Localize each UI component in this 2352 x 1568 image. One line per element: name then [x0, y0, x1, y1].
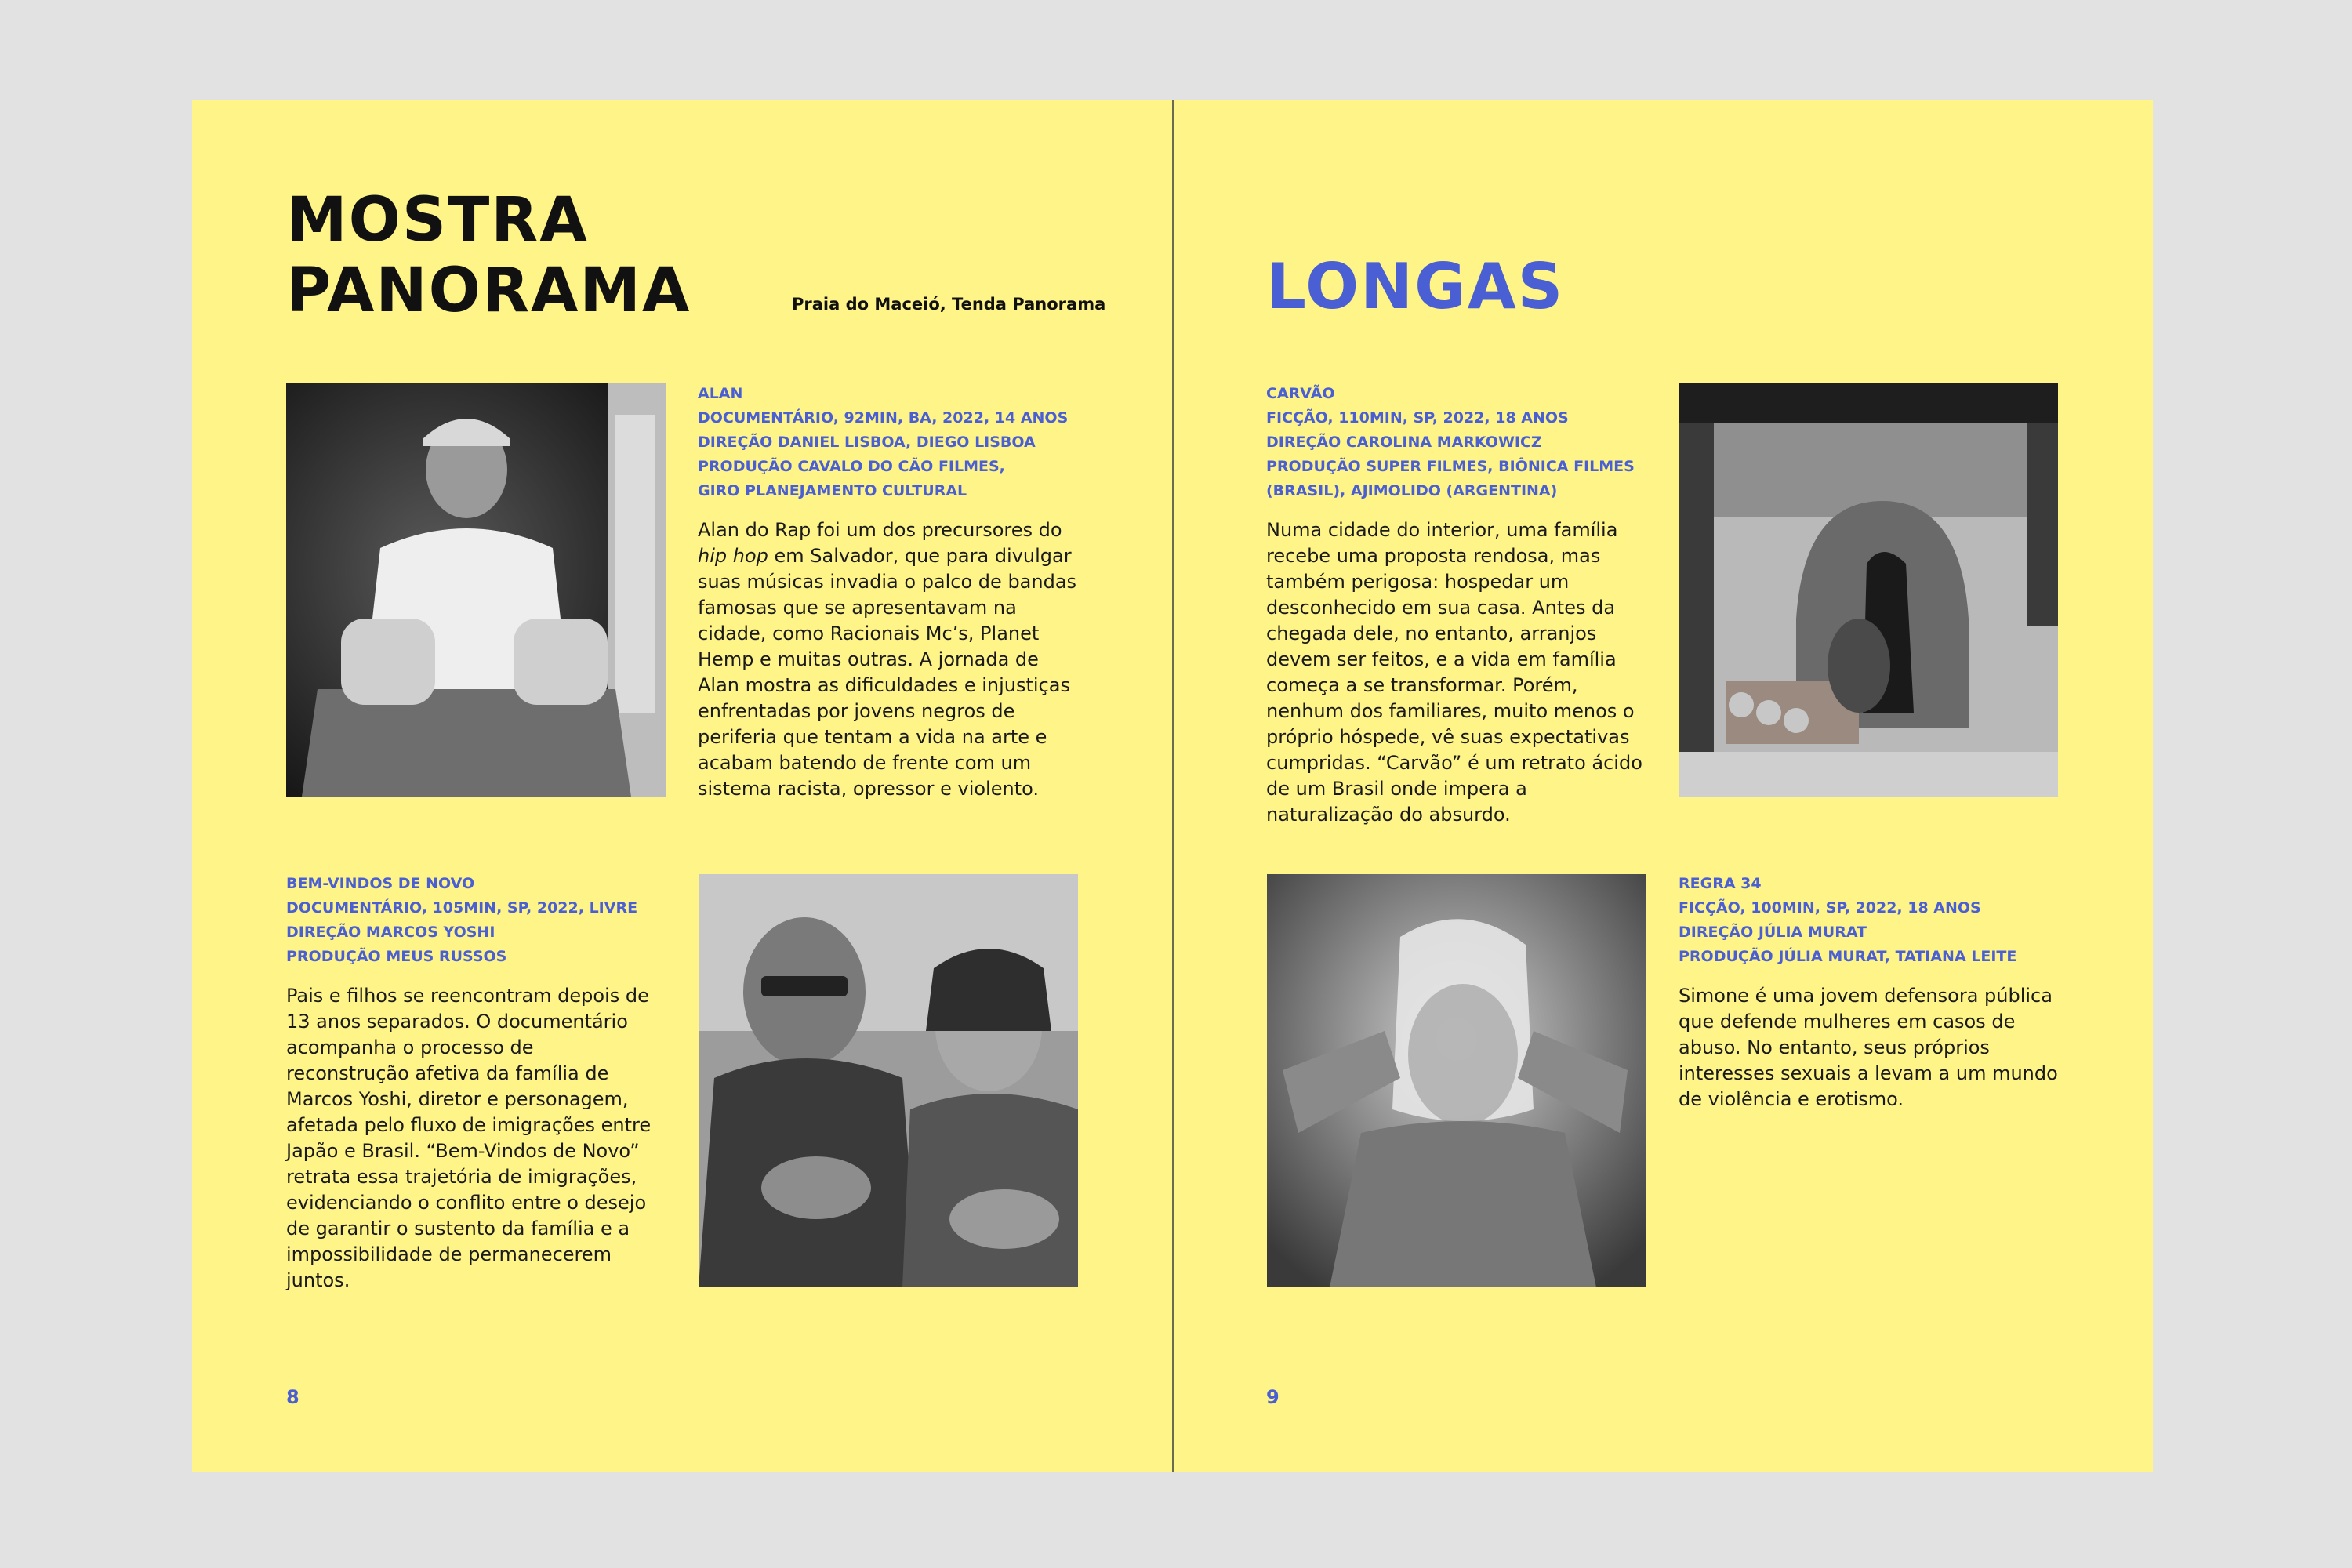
- synopsis-text: em Salvador, que para divulgar suas músicas invadia o palco de bandas famosas que se apresentavam na cidade, como Racionais Mc’s, Planet Hemp e muitas outras. A jornada de Alan mostra as dificuldades e injustiças enfrentadas por jovens negros de periferia que tentam a vida na arte e acabam batendo de frente com um sistema racista, opressor e violento.: [698, 545, 1077, 800]
- film-details: FICÇÃO, 110MIN, SP, 2022, 18 ANOS: [1266, 409, 1569, 426]
- photo-image: [1679, 383, 2058, 797]
- film-entry-carvao: [1266, 382, 1650, 828]
- page-title-left: [286, 185, 691, 326]
- film-synopsis: Simone é uma jovem defensora pública que defende mulheres em casos de abuso. No entanto, seus próprios interesses sexuais a levam a um mundo de violência e erotismo.: [1679, 985, 2058, 1110]
- title-line: MOSTRA: [286, 185, 589, 256]
- film-synopsis: [698, 517, 1082, 802]
- film-entry-regra-34: [1679, 872, 2063, 1112]
- film-production: PRODUÇÃO MEUS RUSSOS: [286, 948, 507, 965]
- page-number-left: 8: [286, 1386, 299, 1408]
- page-number-right: 9: [1266, 1386, 1279, 1408]
- page-title-right: LONGAS: [1266, 250, 1565, 323]
- film-production: PRODUÇÃO CAVALO DO CÃO FILMES, GIRO PLANEJAMENTO CULTURAL: [698, 458, 1005, 499]
- film-title: CARVÃO: [1266, 385, 1335, 402]
- photo-image: [699, 874, 1078, 1287]
- film-details: DOCUMENTÁRIO, 105MIN, SP, 2022, LIVRE: [286, 899, 638, 916]
- synopsis-italic: hip hop: [698, 545, 768, 567]
- venue-label: Praia do Maceió, Tenda Panorama: [792, 295, 1106, 314]
- film-details: FICÇÃO, 100MIN, SP, 2022, 18 ANOS: [1679, 899, 1981, 916]
- film-entry-alan: [698, 382, 1082, 802]
- film-production: PRODUÇÃO JÚLIA MURAT, TATIANA LEITE: [1679, 948, 2017, 965]
- film-meta: [698, 382, 1082, 503]
- film-synopsis: Pais e filhos se reencontram depois de 13 anos separados. O documentário acompanha o processo de reconstrução afetiva da família de Marcos Yoshi, diretor e personagem, afetada pelo fluxo de imigrações entre Japão e Brasil. “Bem-Vindos de Novo” retrata essa trajetória de imigrações, evidenciando o conflito entre o desejo de garantir o sustento da família e a impossibilidade de permanecerem juntos.: [286, 985, 652, 1291]
- photo-image: [286, 383, 666, 797]
- film-title: REGRA 34: [1679, 875, 1762, 892]
- film-production: PRODUÇÃO SUPER FILMES, BIÔNICA FILMES (BRASIL), AJIMOLIDO (ARGENTINA): [1266, 458, 1635, 499]
- title-line: PANORAMA: [286, 256, 691, 326]
- film-direction: DIREÇÃO MARCOS YOSHI: [286, 924, 495, 941]
- film-photo-regra-34: [1267, 874, 1646, 1287]
- film-meta: [286, 872, 659, 969]
- film-title: BEM-VINDOS DE NOVO: [286, 875, 475, 892]
- synopsis-text: Alan do Rap foi um dos precursores do: [698, 519, 1062, 541]
- film-title: ALAN: [698, 385, 743, 402]
- film-meta: [1266, 382, 1650, 503]
- page-gutter: [1172, 100, 1174, 1472]
- film-direction: DIREÇÃO JÚLIA MURAT: [1679, 924, 1867, 941]
- booklet-spread: [192, 100, 2153, 1472]
- film-photo-alan: [286, 383, 666, 797]
- film-details: DOCUMENTÁRIO, 92MIN, BA, 2022, 14 ANOS: [698, 409, 1069, 426]
- film-photo-bem-vindos: [699, 874, 1078, 1287]
- film-photo-carvao: [1679, 383, 2058, 797]
- photo-image: [1267, 874, 1646, 1287]
- film-direction: DIREÇÃO DANIEL LISBOA, DIEGO LISBOA: [698, 434, 1036, 451]
- film-direction: DIREÇÃO CAROLINA MARKOWICZ: [1266, 434, 1542, 451]
- film-meta: [1679, 872, 2063, 969]
- film-entry-bem-vindos: [286, 872, 659, 1294]
- film-synopsis: Numa cidade do interior, uma família recebe uma proposta rendosa, mas também perigosa: hospedar um desconhecido em sua casa. Antes da chegada dele, no entanto, arranjos devem ser feitos, e a vida em família começa a se transformar. Porém, nenhum dos familiares, muito menos o próprio hóspede, vê suas expectativas cumpridas. “Carvão” é um retrato ácido de um Brasil onde impera a naturalização do absurdo.: [1266, 519, 1642, 826]
